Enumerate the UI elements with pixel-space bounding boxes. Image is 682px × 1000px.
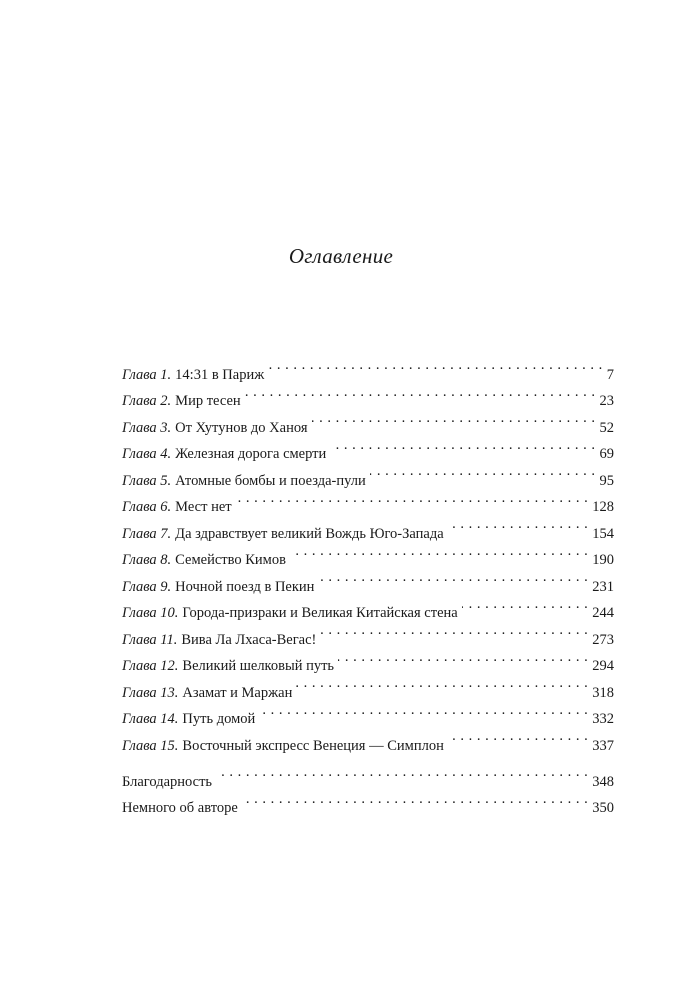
toc-entry-page-number: 273 [592, 631, 614, 648]
toc-entry-page-number: 52 [599, 419, 614, 436]
toc-entry-title: Города-призраки и Великая Китайская стена [182, 605, 458, 621]
toc-entry-title: Путь домой [182, 711, 256, 727]
toc-entry-title: Немного об авторе [122, 800, 238, 816]
toc-entry[interactable] [122, 759, 614, 790]
toc-dot-leader [245, 379, 596, 406]
toc-entry-chapter-number: Глава 15. [122, 737, 179, 754]
toc-dot-leader [268, 352, 603, 379]
toc-entry-title: Вива Ла Лхаса-Вегас! [181, 631, 317, 648]
toc-entry-chapter-number: Глава 13. [122, 684, 179, 701]
toc-entry-page-number: 190 [592, 552, 614, 568]
toc-dot-leader [216, 759, 588, 786]
toc-entry-chapter-number: Глава 4. [122, 446, 172, 462]
page-title: Оглавление [288, 244, 394, 268]
toc-entry-page-number: 154 [592, 525, 614, 542]
toc-entry-page-number: 95 [599, 472, 614, 489]
toc-dot-leader [330, 432, 595, 459]
toc-entry-title: Восточный экспресс Венеция — Симплон [182, 737, 444, 754]
toc-dot-leader [448, 511, 589, 538]
toc-dot-leader [462, 591, 589, 618]
toc-entry-title: Ночной поезд в Пекин [175, 578, 315, 595]
toc-entry-title: Великий шелковый путь [182, 658, 335, 674]
toc-entry-chapter-number: Глава 10. [122, 605, 179, 621]
toc-entry-chapter-number: Глава 14. [122, 711, 179, 727]
toc-entry[interactable] [122, 352, 614, 383]
toc-entry-chapter-number: Глава 1. [122, 366, 172, 383]
toc-entry-chapter-number: Глава 2. [122, 393, 172, 409]
toc-entry-page-number: 294 [592, 658, 614, 674]
toc-dot-leader [312, 405, 596, 432]
toc-entry-page-number: 231 [592, 578, 614, 595]
toc-entry-title: Атомные бомбы и поезда-пули [175, 472, 366, 489]
toc-dot-leader [259, 697, 588, 724]
toc-dot-leader [236, 485, 589, 512]
toc-dot-leader [296, 670, 588, 697]
toc-entry-title: От Хутунов до Ханоя [175, 419, 308, 436]
toc-entry-page-number: 23 [599, 393, 614, 409]
toc-dot-leader [370, 458, 596, 485]
toc-dot-leader [448, 723, 588, 750]
toc-entry-chapter-number: Глава 9. [122, 578, 172, 595]
toc-entry-page-number: 7 [606, 366, 614, 383]
toc-entry-page-number: 348 [592, 773, 614, 790]
toc-entry-page-number: 128 [592, 499, 614, 515]
toc-entry-title: Азамат и Маржан [182, 684, 293, 701]
toc-entry-chapter-number: Глава 12. [122, 658, 179, 674]
toc-entry-page-number: 69 [599, 446, 614, 462]
toc-entry-title: Да здравствует великий Вождь Юго-Запада [175, 525, 444, 542]
toc-entry-chapter-number: Глава 11. [122, 631, 178, 648]
toc-entry-title: Семейство Кимов [175, 552, 286, 568]
toc-entry-page-number: 318 [592, 684, 614, 701]
toc-entry-page-number: 350 [592, 800, 614, 816]
toc-entry-chapter-number: Глава 6. [122, 499, 172, 515]
toc-entry-title: Благодарность [122, 773, 213, 790]
toc-entry-chapter-number: Глава 5. [122, 472, 172, 489]
toc-entry-chapter-number: Глава 7. [122, 525, 172, 542]
toc-entry-title: Мест нет [175, 499, 232, 515]
toc-dot-leader [290, 538, 588, 565]
toc-dot-leader [318, 564, 588, 591]
toc-entry-title: Железная дорога смерти [175, 446, 327, 462]
toc-dot-leader [320, 617, 588, 644]
toc-dot-leader [338, 644, 588, 671]
toc-extras-list [122, 759, 614, 816]
toc-dot-leader [242, 786, 588, 813]
toc-entry-page-number: 337 [592, 737, 614, 754]
toc-entry-chapter-number: Глава 3. [122, 419, 172, 436]
toc-entry-page-number: 244 [592, 605, 614, 621]
toc-chapter-list [122, 352, 614, 754]
toc-entry-title: Мир тесен [175, 393, 241, 409]
toc-entry-chapter-number: Глава 8. [122, 552, 172, 568]
toc-entry-title: 14:31 в Париж [175, 366, 265, 383]
toc-entry-page-number: 332 [592, 711, 614, 727]
